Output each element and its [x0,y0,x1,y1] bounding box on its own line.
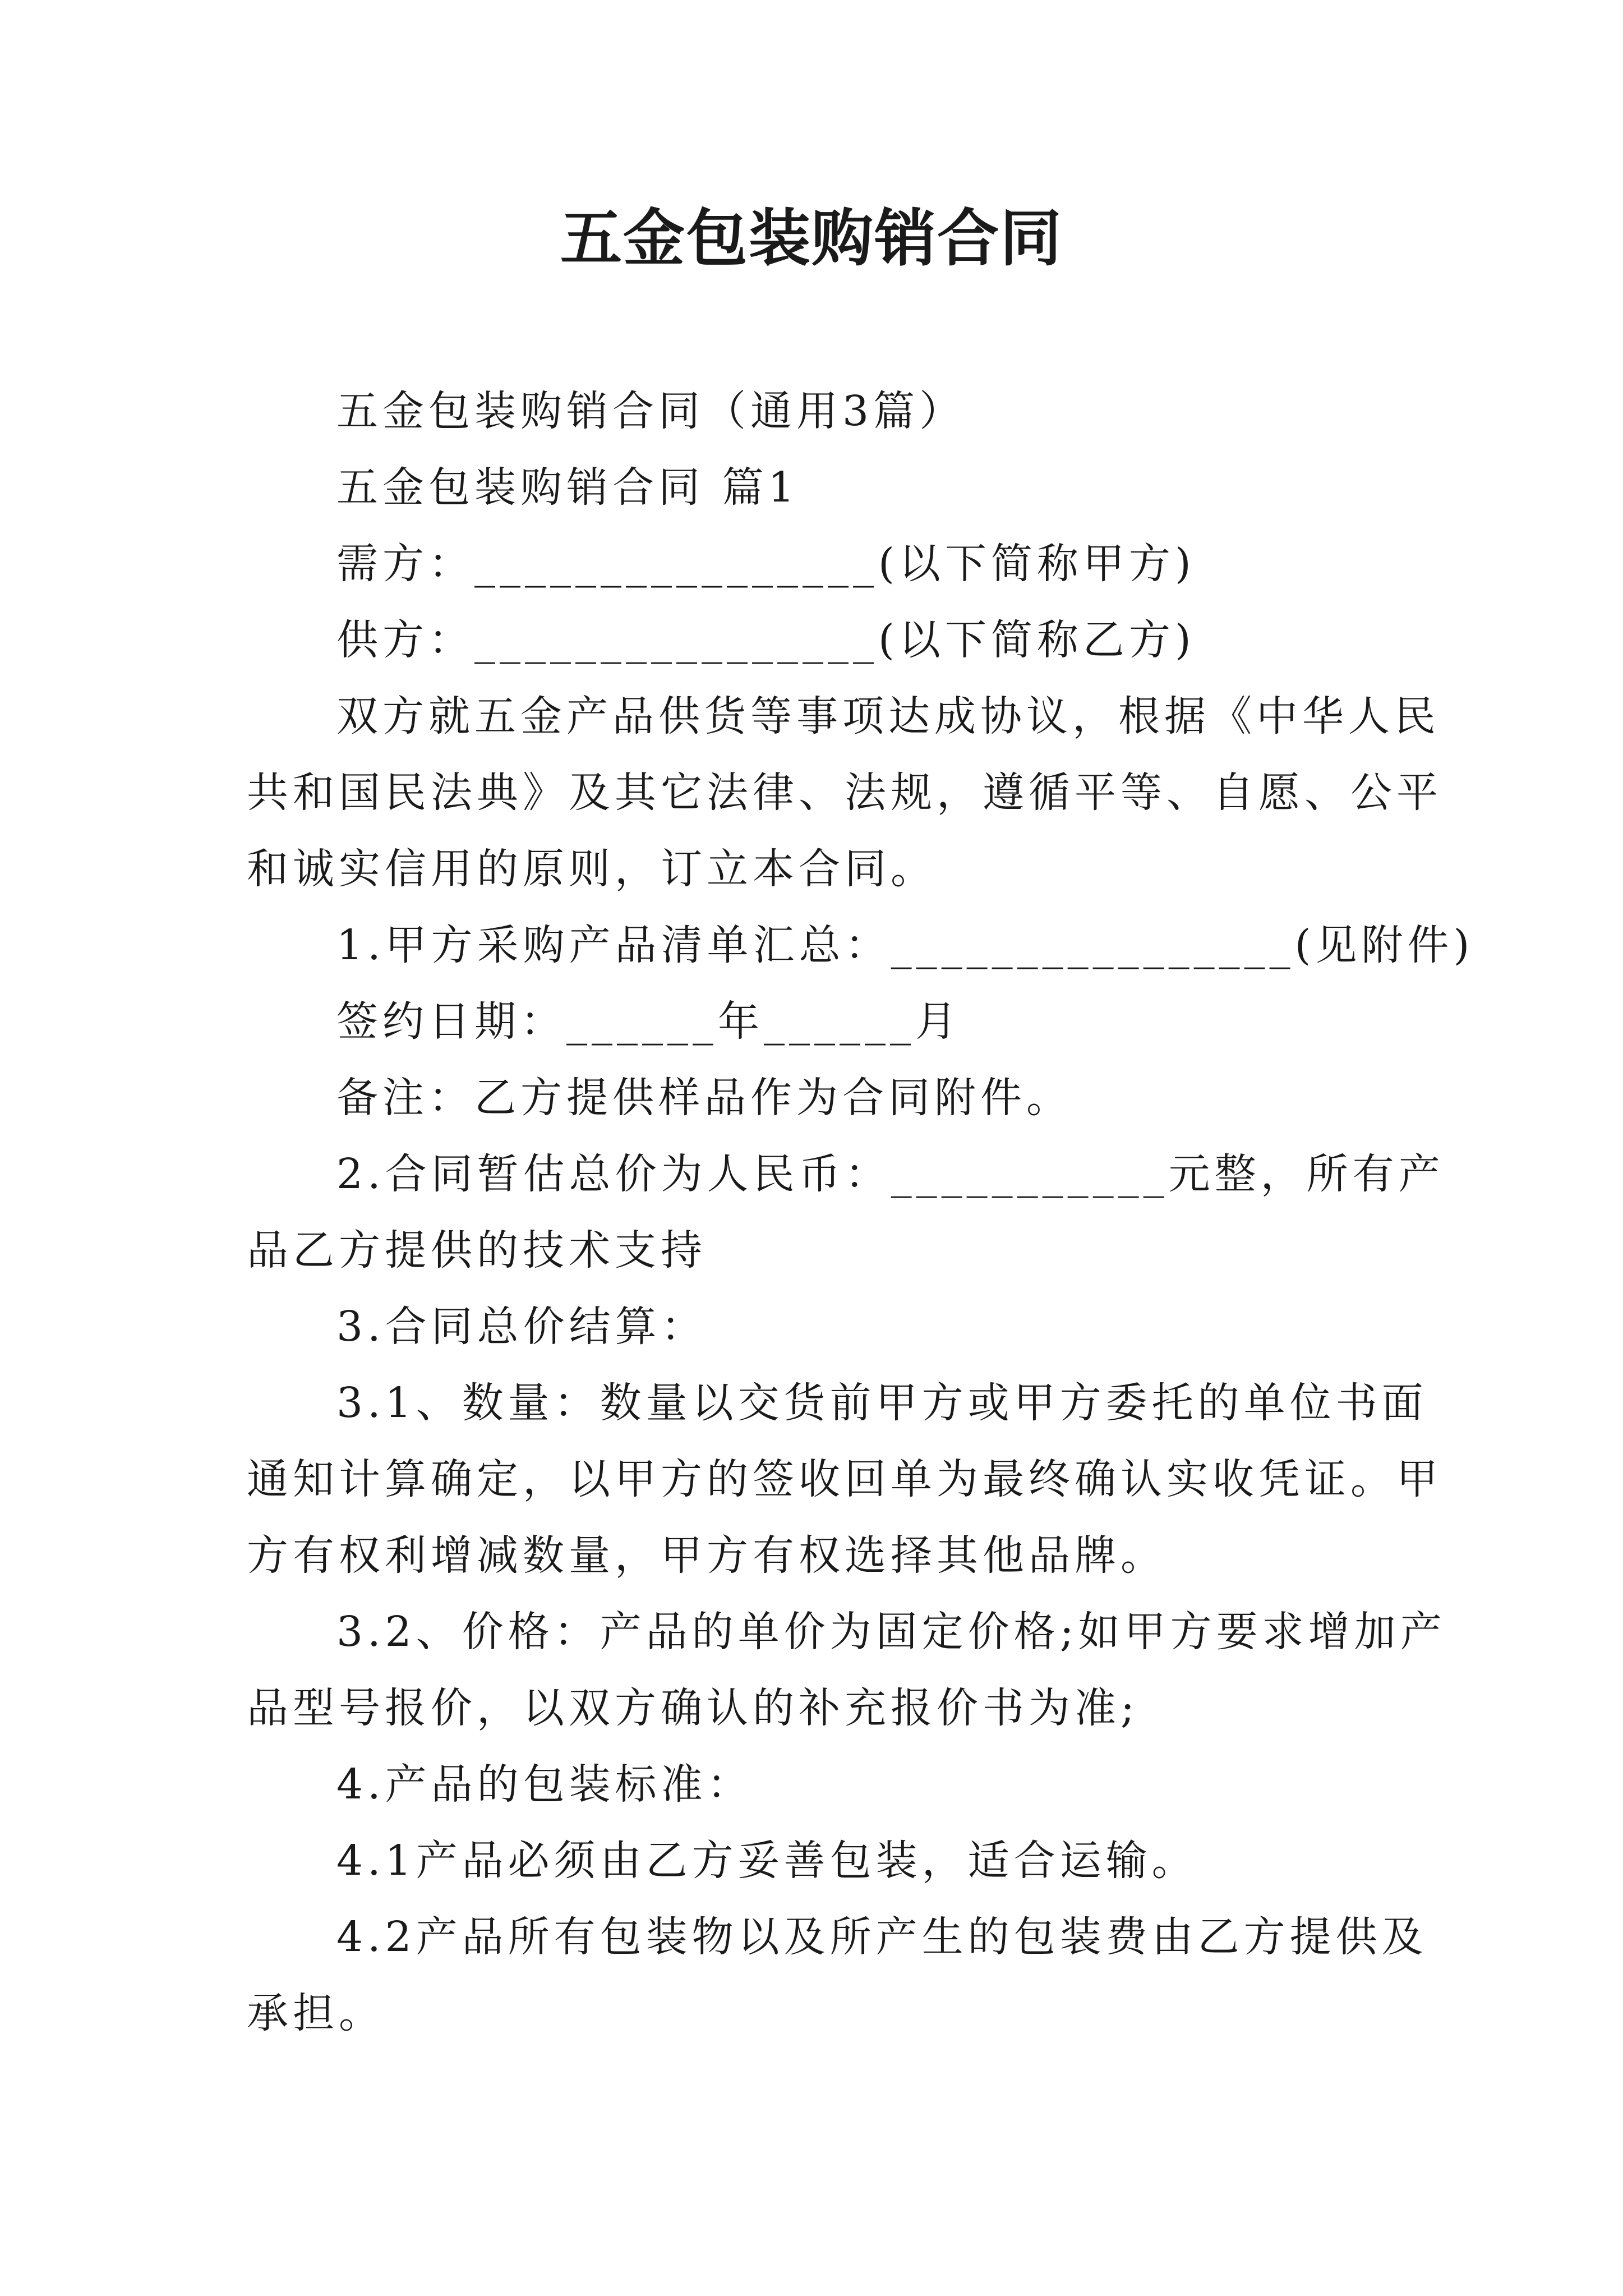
doc-line-supplier: 供方：________________(以下简称乙方) [336,616,1196,664]
doc-line-clause-4-2b: 承担。 [247,1989,385,2037]
doc-line-clause-3-2b: 品型号报价，以双方确认的补充报价书为准; [247,1684,1139,1732]
doc-line-clause-4-1: 4.1产品必须由乙方妥善包装，适合运输。 [336,1837,1198,1885]
doc-line-clause-1: 1.甲方采购产品清单汇总：________________(见附件) [336,921,1474,969]
doc-line-clause-2b: 品乙方提供的技术支持 [247,1226,707,1274]
document-body [247,373,1474,2051]
doc-line-agreement-3: 和诚实信用的原则，订立本合同。 [247,845,937,893]
doc-line-subtitle: 五金包装购销合同（通用3篇） [336,387,966,435]
doc-line-clause-3-1a: 3.1、数量：数量以交货前甲方或甲方委托的单位书面 [336,1379,1428,1427]
doc-line-sign-date: 签约日期：______年______月 [336,997,961,1046]
doc-line-clause-3-1c: 方有权利增减数量，甲方有权选择其他品牌。 [247,1531,1166,1580]
doc-line-agreement-2: 共和国民法典》及其它法律、法规，遵循平等、自愿、公平 [247,769,1442,817]
doc-line-remark: 备注：乙方提供样品作为合同附件。 [336,1074,1072,1122]
doc-line-buyer: 需方：________________(以下简称甲方) [336,540,1196,588]
doc-line-agreement-1: 双方就五金产品供货等事项达成协议，根据《中华人民 [336,692,1440,740]
doc-line-clause-3: 3.合同总价结算： [336,1303,707,1351]
doc-line-clause-3-1b: 通知计算确定，以甲方的签收回单为最终确认实收凭证。甲 [247,1455,1442,1503]
doc-line-clause-4: 4.产品的包装标准： [336,1760,753,1809]
doc-line-clause-3-2a: 3.2、价格：产品的单价为固定价格;如甲方要求增加产 [336,1608,1446,1656]
doc-line-clause-2a: 2.合同暂估总价为人民币：___________元整，所有产 [336,1150,1445,1198]
document-title: 五金包装购销合同 [560,202,1063,274]
doc-line-section-heading: 五金包装购销合同 篇1 [336,463,799,512]
doc-line-clause-4-2a: 4.2产品所有包装物以及所产生的包装费由乙方提供及 [336,1913,1428,1961]
